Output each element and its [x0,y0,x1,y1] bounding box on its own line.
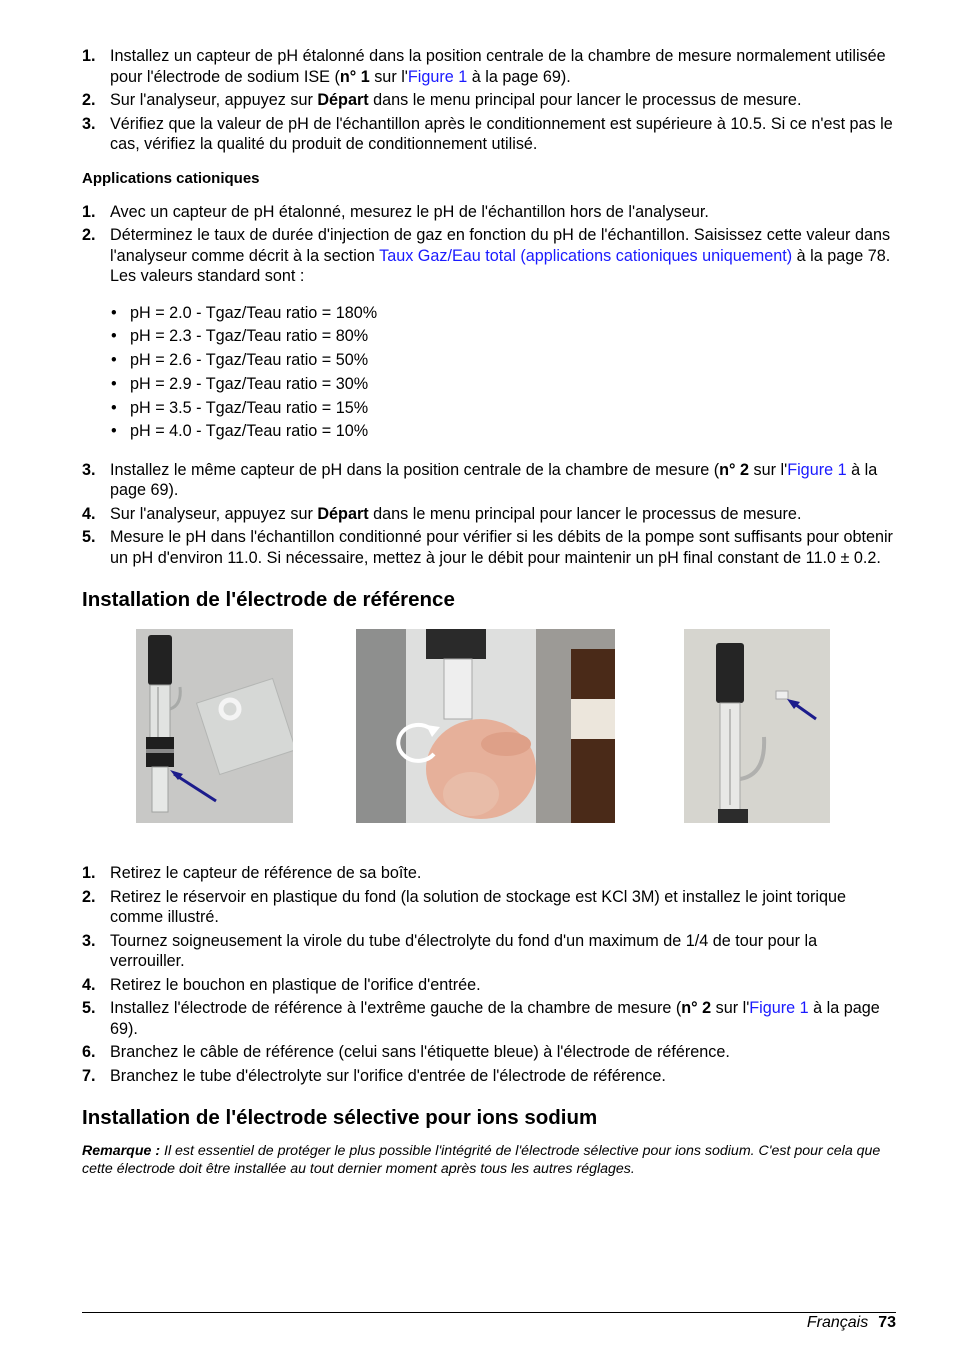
footer-language: Français [806,1314,869,1331]
list-item [82,114,896,155]
bold-text: n° 1 [339,67,370,86]
list-item [82,1066,896,1087]
list-item [82,1042,896,1063]
step-text: Installez l'électrode de référence à l'extrême gauche de la chambre de mesure ( [110,999,682,1018]
subheading-cationic: Applications cationiques [82,169,260,187]
step-text: Avec un capteur de pH étalonné, mesurez le pH de l'échantillon hors de l'analyseur. [110,202,709,221]
step-text: à la page 69). [110,999,880,1038]
cross-reference-link[interactable]: Figure 1 [787,460,847,479]
step-text: dans le menu principal pour lancer le processus de mesure. [368,504,802,523]
step-number: 5. [82,528,96,547]
step-number: 2. [82,226,96,244]
step-text: Sur l'analyseur, appuyez sur [110,91,318,109]
photo-row [82,629,896,823]
step-text: Mesure le pH dans l'échantillon conditionné pour vérifier si les débits de la pompe sont suffisants pour obtenir un pH d'environ 11.0. Si nécessaire, mettez à jour le débit pour maintenir un pH final constant de 11.0 ± 0.2. [110,528,893,567]
step-number: 3. [82,114,96,133]
standard-values-list [82,303,896,442]
step-number: 6. [82,1043,96,1062]
step-number: 3. [82,460,96,479]
list-item [82,527,896,568]
note [82,1142,896,1178]
step-number: 7. [82,1066,96,1085]
step-number: 4. [82,975,96,994]
step-number: 4. [82,504,96,523]
cross-reference-link[interactable]: Figure 1 [749,999,809,1018]
step-text: Retirez le réservoir en plastique du fond (la solution de stockage est KCl 3M) et installez le joint torique comme illustré. [110,887,847,927]
cross-reference-link[interactable]: Figure 1 [407,67,468,86]
bullet-item: • pH = 3.5 - Tgaz/Teau ratio = 15% [110,398,896,419]
section-heading-reference-electrode: Installation de l'électrode de référence [82,588,455,612]
bold-text: Départ [317,91,369,109]
step-text: Installez un capteur de pH étalonné dans la position centrale de la chambre de mesure normalement utilisée pour l'électrode de sodium ISE ( [110,47,886,86]
step-text: Branchez le tube d'électrolyte sur l'orifice d'entrée de l'électrode de référence. [110,1066,666,1085]
step-number: 1. [82,202,96,221]
list-item [82,504,896,525]
bold-text: n° 2 [719,460,750,479]
step-text: Sur l'analyseur, appuyez sur [110,504,318,523]
step-text: Vérifiez que la valeur de pH de l'échantillon après le conditionnement est supérieure à 10.5. Si ce n'est pas le cas, vérifiez la qualité du produit de conditionnement utilisé. [110,114,893,153]
list-item [82,46,896,87]
steps-list-reference-electrode [82,863,896,1086]
section-heading-sodium-electrode: Installation de l'électrode sélective pour ions sodium [82,1106,598,1130]
photo-electrode-oring [136,629,293,823]
list-item [82,90,896,111]
bullet-item: • pH = 2.6 - Tgaz/Teau ratio = 50% [110,350,896,371]
list-item [82,863,896,884]
step-text: à la page 69). [110,460,878,500]
list-item [82,975,896,996]
photo-inlet-cap [684,629,830,823]
step-number: 1. [82,864,96,883]
footer [807,1314,896,1332]
list-item [82,887,896,928]
step-number: 3. [82,931,96,950]
step-text: Installez le même capteur de pH dans la position centrale de la chambre de mesure ( [110,460,720,479]
note-text: Il est essentiel de protéger le plus possible l'intégrité de l'électrode sélective pour ions sodium. C'est pour cela que cette électrode doit être installée au tout dernier moment après tous les autres réglages. [82,1143,881,1178]
steps-list-cationic-continued [82,460,896,569]
step-text: Retirez le bouchon en plastique de l'orifice d'entrée. [110,975,481,994]
step-number: 2. [82,91,96,109]
bullet-item: • pH = 2.3 - Tgaz/Teau ratio = 80% [110,326,896,347]
steps-list-conditioning [82,46,896,155]
step-text: à la page 69). [467,67,571,86]
step-text: Déterminez le taux de durée d'injection de gaz en fonction du pH de l'échantillon. Saisissez cette valeur dans l'analyseur comme décrit à la section [110,226,891,265]
step-text: Retirez le capteur de référence de sa boîte. [110,864,422,883]
list-item [82,225,896,287]
step-text: dans le menu principal pour lancer le processus de mesure. [368,91,802,109]
step-number: 2. [82,887,96,906]
note-label: Remarque : [82,1143,161,1160]
bold-text: Départ [317,504,369,523]
list-item [82,931,896,972]
step-text: Branchez le câble de référence (celui sans l'étiquette bleue) à l'électrode de référence. [110,1043,730,1062]
step-text: sur l' [749,460,788,479]
photo-turning-ferrule [356,629,615,823]
list-item [82,202,896,223]
bullet-item: • pH = 2.0 - Tgaz/Teau ratio = 180% [110,303,896,324]
step-number: 1. [82,47,96,65]
bold-text: n° 2 [681,999,712,1018]
steps-list-cationic [82,202,896,287]
list-item [82,998,896,1039]
step-text: Tournez soigneusement la virole du tube d'électrolyte du fond d'un maximum de 1/4 de tour pour la verrouiller. [110,931,818,971]
page-content [82,46,896,1178]
bullet-item: • pH = 4.0 - Tgaz/Teau ratio = 10% [110,421,896,442]
step-text: sur l' [369,67,408,86]
cross-reference-link[interactable]: Taux Gaz/Eau total (applications cationiques uniquement) [379,246,793,265]
page-number: 73 [878,1314,896,1331]
list-item [82,460,896,501]
footer-rule [82,1312,896,1313]
bullet-item: • pH = 2.9 - Tgaz/Teau ratio = 30% [110,374,896,395]
step-text: à la page 78. Les valeurs standard sont : [110,246,891,285]
step-text: sur l' [711,999,750,1018]
step-number: 5. [82,999,96,1018]
